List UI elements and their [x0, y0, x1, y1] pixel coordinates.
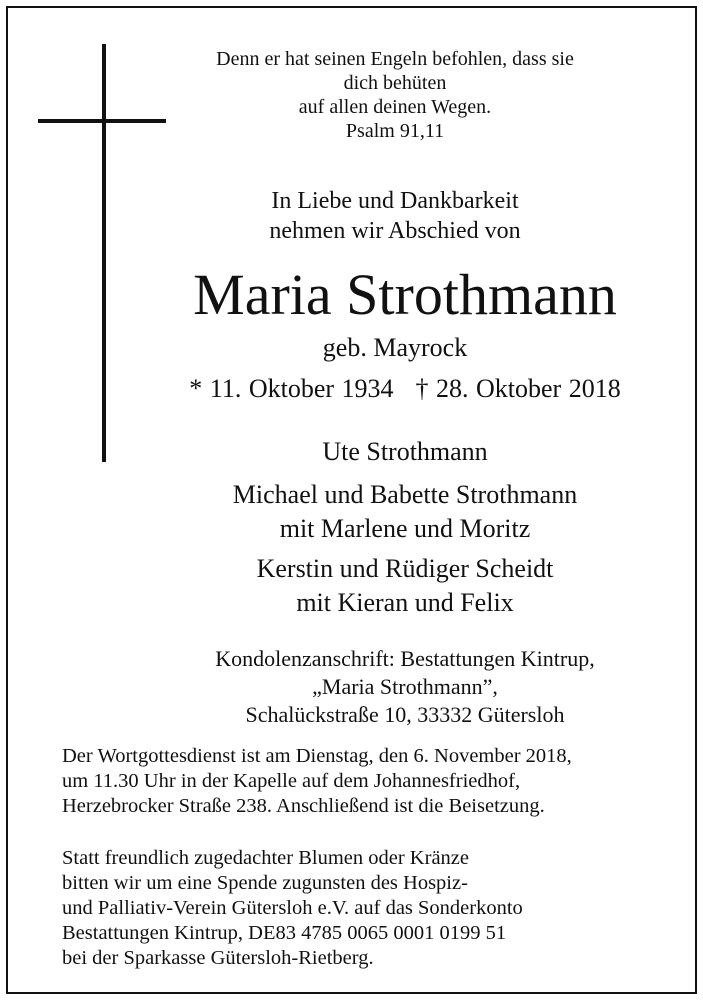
mourner-line: Michael und Babette Strothmann — [232, 480, 578, 509]
mourner-line: Ute Strothmann — [322, 437, 488, 466]
service-line: Der Wortgottesdienst ist am Dienstag, den 6. November 2018, — [62, 745, 572, 767]
service-line: Herzebrocker Straße 238. Anschließend ist die Beisetzung. — [62, 795, 545, 817]
birth-date: * 11. Oktober 1934 — [189, 374, 394, 403]
service-info — [62, 744, 682, 819]
verse-reference: Psalm 91,11 — [345, 120, 445, 142]
death-date: † 28. Oktober 2018 — [415, 374, 621, 403]
intro-line: In Liebe und Dankbarkeit — [271, 188, 519, 214]
donation-line: Statt freundlich zugedachter Blumen oder Kränze — [62, 847, 469, 869]
donation-line: und Palliativ-Verein Gütersloh e.V. auf das Sonderkonto — [62, 897, 523, 919]
donation-line: Bestattungen Kintrup, DE83 4785 0065 0001 0199 51 — [62, 922, 507, 944]
verse-line: Denn er hat seinen Engeln befohlen, dass sie — [216, 48, 574, 70]
life-dates — [120, 372, 690, 406]
service-line: um 11.30 Uhr in der Kapelle auf dem Johannesfriedhof, — [62, 770, 521, 792]
donation-line: bei der Sparkasse Gütersloh-Rietberg. — [62, 947, 374, 969]
verse-line: auf allen deinen Wegen. — [298, 96, 492, 118]
mourner-group — [120, 552, 690, 620]
bible-verse — [170, 47, 620, 143]
cross-vertical-bar — [102, 44, 106, 462]
condolence-address — [120, 645, 690, 729]
verse-line: dich behüten — [343, 72, 447, 94]
address-line: Kondolenzanschrift: Bestattungen Kintrup, — [215, 646, 595, 671]
donation-info — [62, 846, 682, 971]
birth-name: geb. Mayrock — [322, 333, 468, 362]
deceased-name: Maria Strothmann — [193, 262, 617, 327]
mourner-line: Kerstin und Rüdiger Scheidt — [256, 554, 554, 583]
mourner-line: mit Marlene und Moritz — [279, 514, 531, 543]
address-line: Schalückstraße 10, 33332 Gütersloh — [245, 702, 565, 727]
farewell-intro — [170, 186, 620, 246]
mourner-line: mit Kieran und Felix — [296, 588, 514, 617]
address-line: „Maria Strothmann”, — [312, 674, 498, 699]
cross-horizontal-bar — [38, 119, 166, 123]
mourner-group — [120, 435, 690, 469]
intro-line: nehmen wir Abschied von — [269, 218, 521, 244]
donation-line: bitten wir um eine Spende zugunsten des Hospiz- — [62, 872, 468, 894]
mourner-group — [120, 478, 690, 546]
